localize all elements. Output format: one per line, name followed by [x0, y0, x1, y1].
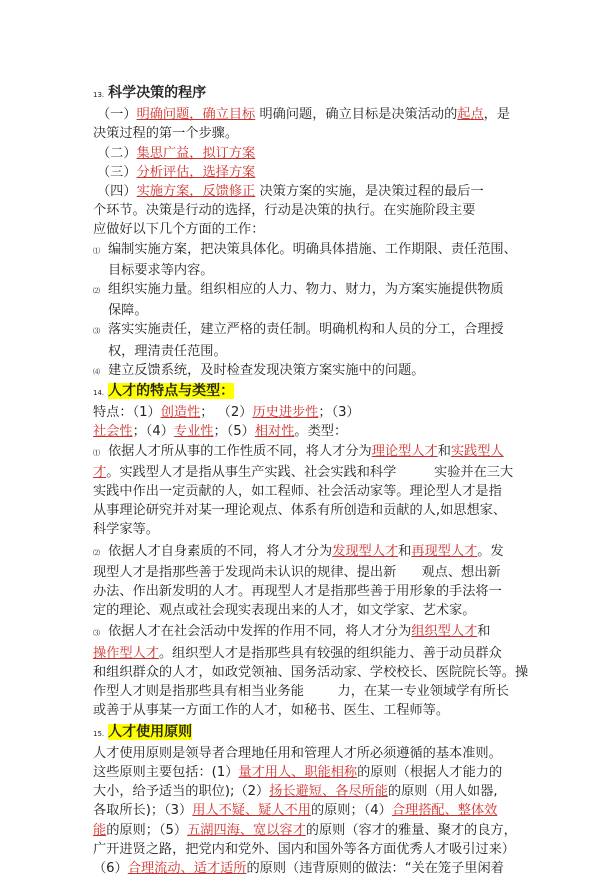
- paragraph-line: 或善于从事某一方面工作的人才，如秘书、医生、工程师等。: [93, 703, 450, 719]
- trait-keyword: 专业性: [173, 424, 214, 440]
- list-item-cont: 目标要求等内容。: [108, 262, 214, 278]
- paragraph-line: ⑴ 依据人才所从事的工作性质不同，将人才分为理论型人才和实践型人: [93, 443, 504, 459]
- paragraph-line: ⑶ 依据人才在社会活动中发挥的作用不同，将人才分为组织型人才和: [93, 624, 491, 640]
- paragraph-line: 各取所长)；（3）用人不疑、疑人不用的原则；（4）合理搭配、整体效: [93, 803, 498, 819]
- section-number: 14.: [93, 389, 105, 398]
- paragraph-line: 人才使用原则是领导者合理地任用和管理人才所必须遵循的基本准则。: [93, 745, 502, 761]
- principle-keyword: 能: [93, 822, 107, 838]
- section-title: 人才的特点与类型：: [108, 383, 235, 400]
- section-14-heading: [93, 382, 523, 403]
- type-keyword: 理论型人才: [371, 443, 438, 459]
- paragraph-line: 才。实践型人才是指从事生产实践、社会实践和科学 实验并在三大: [93, 464, 514, 480]
- section-number: 13.: [93, 91, 105, 99]
- list-marker: ⑷: [93, 367, 100, 376]
- paragraph-line: 实践中作出一定贡献的人，如工程师、社会活动家等。理论型人才是指: [93, 484, 502, 500]
- type-keyword: 才: [93, 464, 107, 480]
- step-4: （四）实施方案，反馈修正 决策方案的实施，是决策过程的最后一: [97, 184, 484, 200]
- paragraph-line: 广开进贤之路，把党内和党外、国内和国外等各方面优秀人才吸引过来）: [93, 841, 515, 857]
- paragraph-line: 从事理论研究并对某一理论观点、体系有所创造和贡献的人,如思想家、: [93, 503, 507, 519]
- list-item: ⑶ 落实实施责任，建立严格的责任制。明确机构和人员的分工，合理授: [93, 322, 504, 338]
- list-item: ⑷ 建立反馈系统，及时检查发现决策方案实施中的问题。: [93, 362, 425, 378]
- type-keyword: 再现型人才: [411, 543, 478, 559]
- principle-keyword: 五湖四海、宽以容才: [187, 822, 306, 838]
- list-item: ⑴ 编制实施方案，把决策具体化。明确具体措施、工作期限、责任范围、: [93, 241, 517, 257]
- traits-line: 社会性；（4）专业性；（5）相对性。类型：: [93, 424, 348, 440]
- paragraph-line: 大小，给予适当的职位);（2）扬长避短、各尽所能的原则（用人如器,: [93, 784, 498, 800]
- step-2: （二）集思广益，拟订方案: [97, 145, 256, 161]
- document-page: [93, 84, 529, 878]
- list-marker: ⑴: [93, 246, 100, 255]
- list-item: ⑵ 组织实施力量。组织相应的人力、物力、财力，为方案实施提供物质: [93, 282, 504, 298]
- trait-keyword: 相对性: [254, 424, 295, 440]
- list-marker: ⑶: [93, 327, 100, 336]
- paragraph-line: 操作型人才。组织型人才是指那些具有较强的组织能力、善于动员群众: [93, 645, 502, 661]
- principle-keyword: 扬长避短、各尽所能: [269, 784, 388, 800]
- principle-keyword: 合理流动、适才适所: [127, 860, 247, 876]
- text-line: 个环节。决策是行动的选择，行动是决策的执行。在实施阶段主要: [93, 203, 476, 219]
- trait-keyword: 历史进步性: [252, 405, 319, 421]
- list-marker: ⑴: [93, 448, 100, 457]
- type-keyword: 操作型人才: [93, 645, 159, 661]
- paragraph-line: 办法、作出新发明的人才。再现型人才是指那些善于用形象的手法将一: [93, 584, 502, 600]
- section-title: 人才使用原则: [108, 723, 193, 740]
- step-1: （一）明确问题，确立目标 明确问题，确立目标是决策活动的起点，是: [97, 107, 511, 123]
- section-13-heading: [93, 84, 523, 105]
- keyword-starting-point: 起点: [457, 107, 484, 123]
- paragraph-line: （6）合理流动、适才适所的原则（违背原则的做法：“关在笼子里闲着: [93, 860, 504, 876]
- section-number: 15.: [93, 729, 105, 738]
- paragraph-line: 和组织群众的人才，如政党领袖、国务活动家、学校校长、医院院长等。操: [93, 664, 529, 680]
- list-marker: ⑵: [93, 287, 100, 296]
- paragraph-line: 定的理论、观点或社会现实表现出来的人才，如文学家、艺术家。: [93, 603, 476, 619]
- paragraph-line: 作型人才则是指那些具有相当业务能 力，在某一专业领域学有所长: [93, 684, 509, 700]
- step-2-keyword: 集思广益，拟订方案: [136, 145, 256, 161]
- paragraph-line: ⑵ 依据人才自身素质的不同，将人才分为发现型人才和再现型人才。发: [93, 543, 504, 559]
- text-line: 应做好以下几个方面的工作：: [93, 222, 265, 238]
- list-item-cont: 保障。: [108, 303, 148, 319]
- paragraph-line: 能的原则；（5）五湖四海、宽以容才的原则（容才的雅量、聚才的良方，: [93, 822, 517, 838]
- principle-keyword: 合理搭配、整体效: [391, 803, 498, 819]
- list-marker: ⑵: [93, 548, 100, 557]
- type-keyword: 实践型人: [450, 443, 504, 459]
- principle-keyword: 量才用人、职能相称: [238, 764, 358, 780]
- list-item-cont: 权，理清责任范围。: [108, 343, 227, 359]
- step-3: （三）分析评估，选择方案: [97, 164, 256, 180]
- paragraph-line: 科学家等。: [93, 522, 159, 538]
- trait-keyword: 社会性: [93, 424, 133, 440]
- section-15-heading: [93, 723, 523, 744]
- text-line: 决策过程的第一个步骤。: [93, 126, 239, 142]
- paragraph-line: 现型人才是指那些善于发现尚未认识的规律、提出新 观点、想出新: [93, 564, 501, 580]
- step-3-keyword: 分析评估，选择方案: [136, 164, 256, 180]
- step-4-keyword: 实施方案，反馈修正: [136, 184, 256, 200]
- principle-keyword: 用人不疑、疑人不用: [192, 803, 311, 819]
- paragraph-line: 这些原则主要包括：(1）量才用人、职能相称的原则（根据人才能力的: [93, 764, 503, 780]
- section-title: 科学决策的程序: [108, 85, 207, 101]
- type-keyword: 发现型人才: [332, 543, 399, 559]
- traits-line: 特点：（1）创造性； （2）历史进步性；（3）: [93, 405, 360, 421]
- type-keyword: 组织型人才: [411, 624, 478, 640]
- list-marker: ⑶: [93, 629, 100, 638]
- trait-keyword: 创造性: [160, 405, 201, 421]
- step-1-keyword: 明确问题，确立目标: [136, 107, 256, 123]
